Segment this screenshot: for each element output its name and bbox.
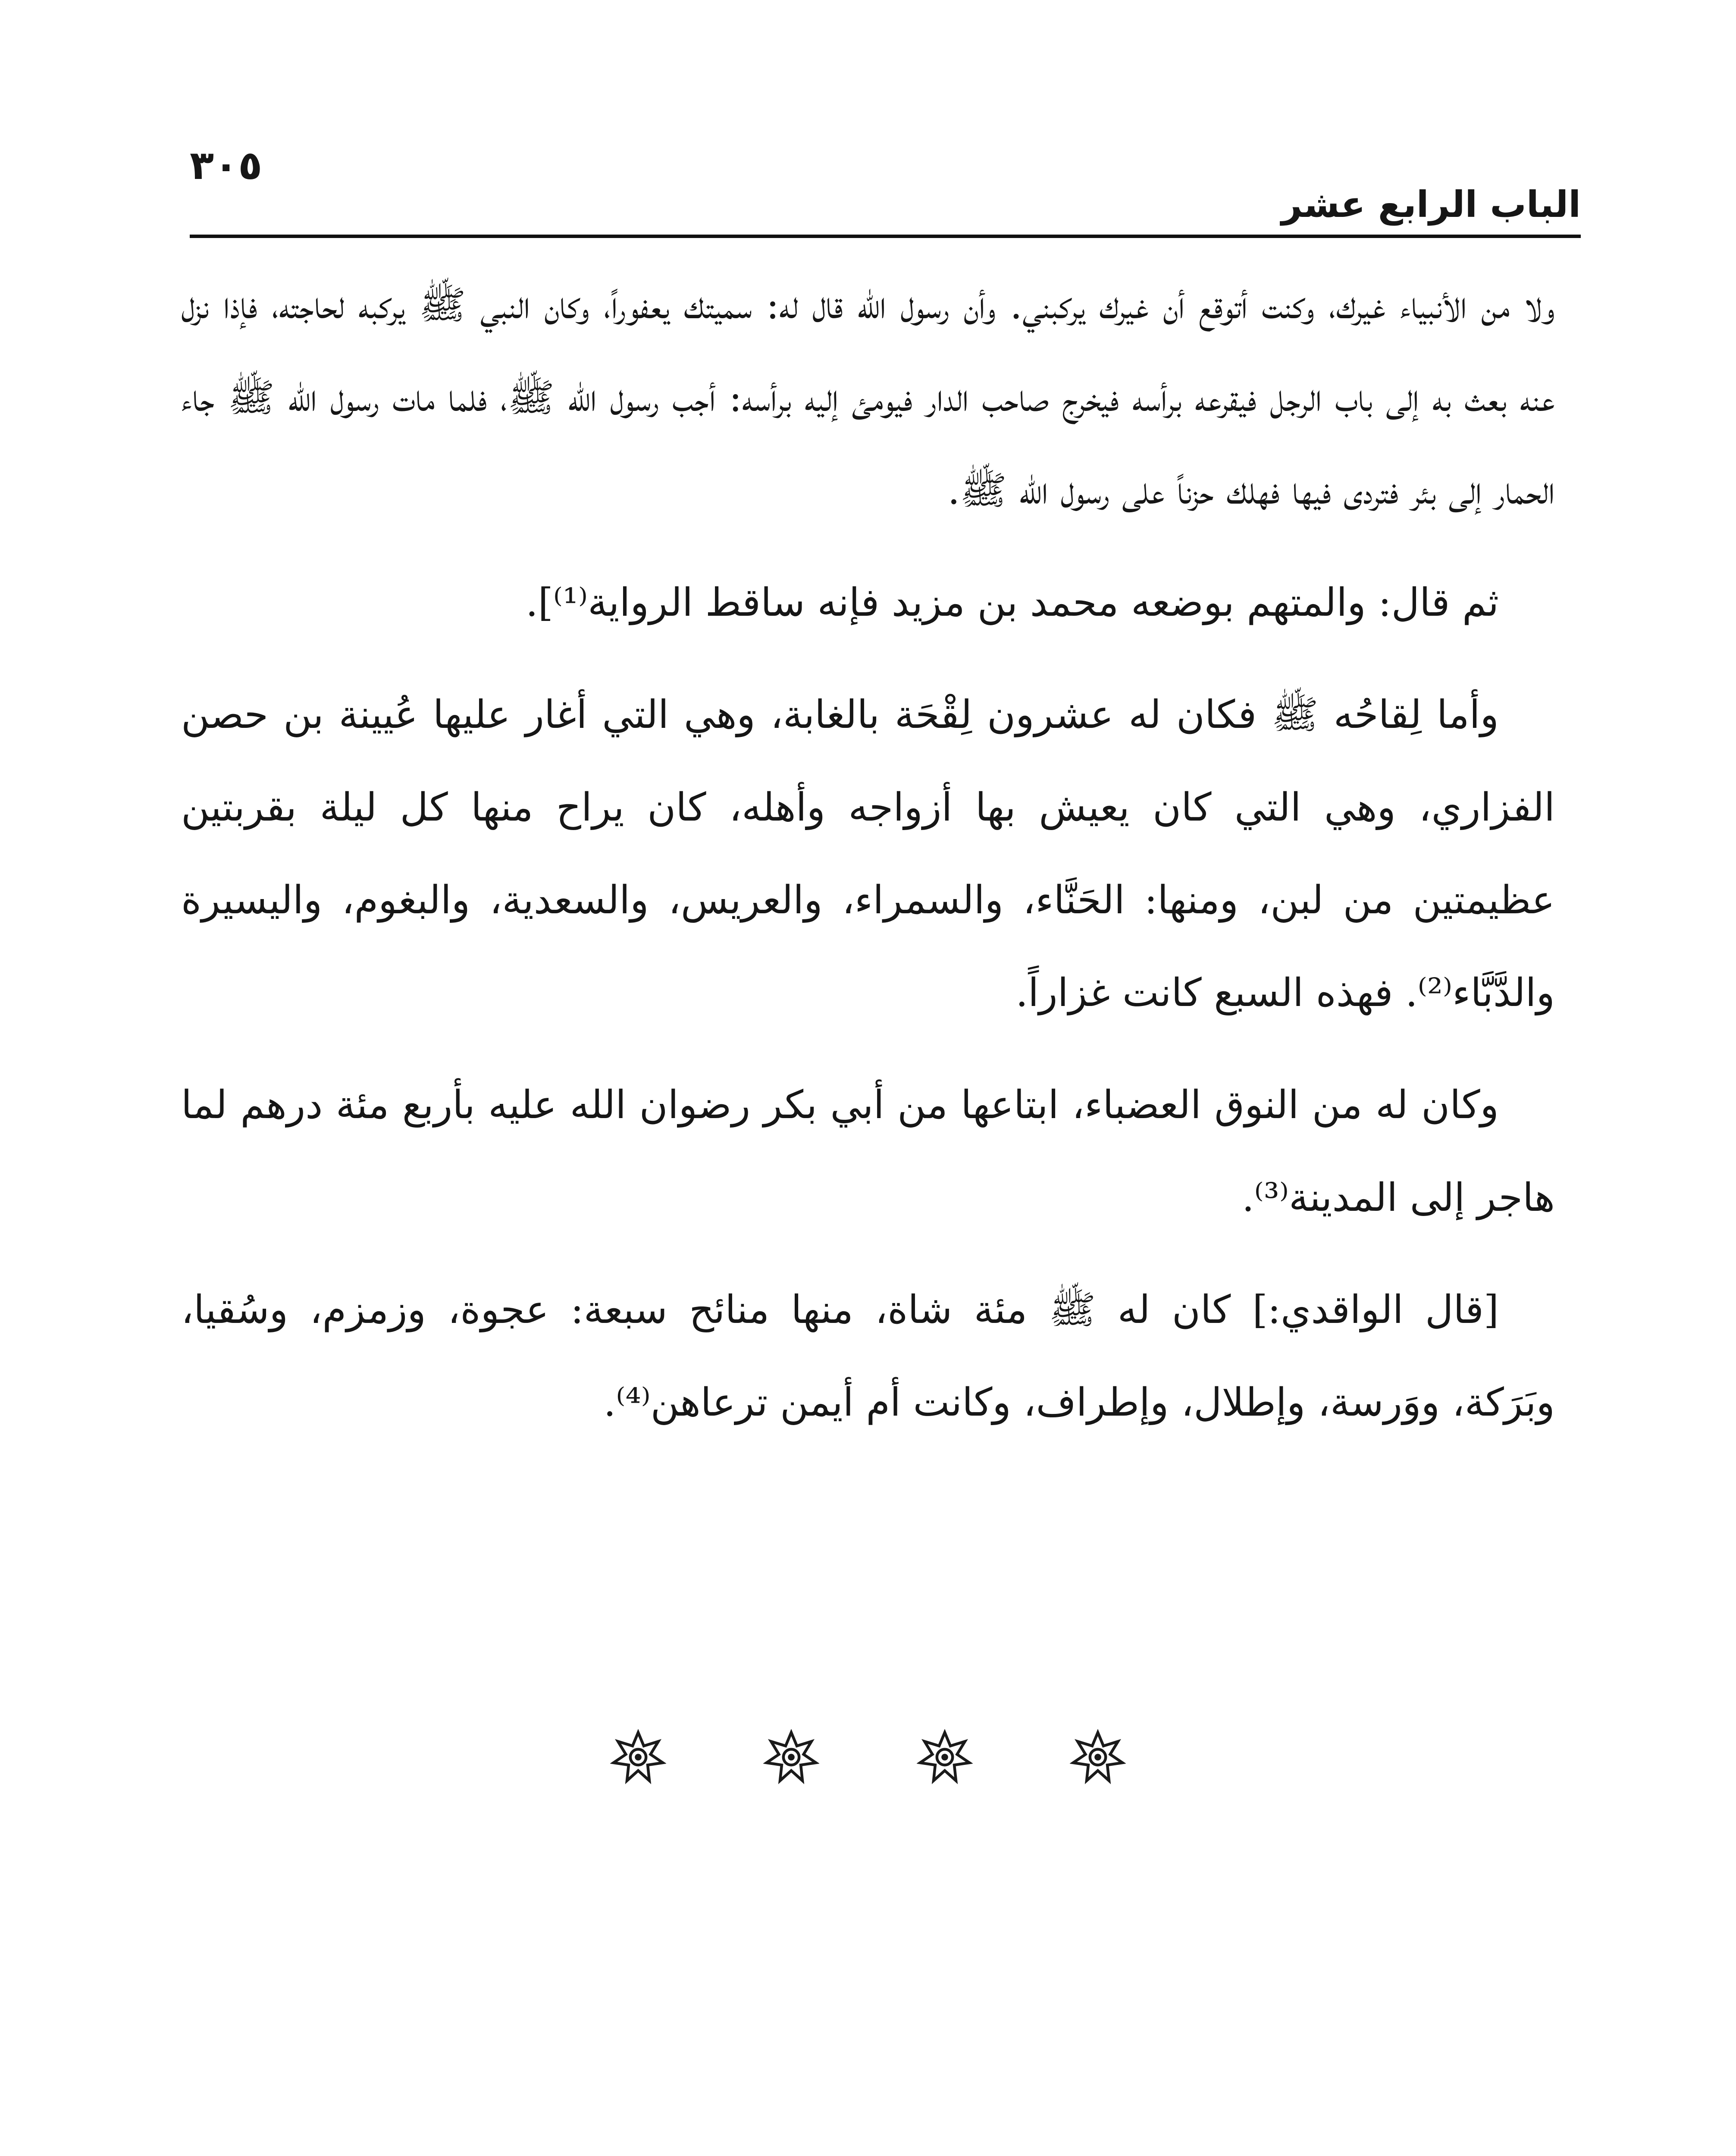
page-number: ٣٠٥	[190, 142, 263, 188]
running-head: الباب الرابع عشر	[1281, 183, 1581, 226]
paragraph: وأما لِقاحُه ﷺ فكان له عشرون لِقْحَة بالغابة، وهي التي أغار عليها عُيينة بن حصن الفزاري، وهي التي كان يعيش بها أزواجه وأهله، كان يراح منها كل ليلة بقربتين عظيمتين من لبن، ومنها: الحَنَّاء، والسمراء، والعريس، والسعدية، والبغوم، واليسيرة والدَّبَّاء⁽²⁾. فهذه السبع كانت غزاراً.	[181, 692, 1555, 1015]
flower-ornament-icon	[1070, 1729, 1126, 1785]
flower-ornament-icon	[610, 1729, 666, 1785]
paragraph: وكان له من النوق العضباء، ابتاعها من أبي بكر رضوان الله عليه بأربع مئة درهم لما هاجر إلى المدينة⁽³⁾.	[181, 1082, 1555, 1220]
section-ornaments	[0, 1729, 1736, 1787]
header-rule	[190, 235, 1581, 238]
flower-ornament-icon	[763, 1729, 819, 1785]
flower-ornament-icon	[917, 1729, 973, 1785]
main-text	[181, 259, 1555, 1468]
paragraph: [قال الواقدي:] كان له ﷺ مئة شاة، منها منائح سبعة: عجوة، وزمزم، وسُقيا، وبَرَكة، ووَرسة، وإطلال، وإطراف، وكانت أم أيمن ترعاهن⁽⁴⁾.	[181, 1287, 1555, 1425]
page-header	[190, 142, 1581, 241]
paragraph: ثم قال: والمتهم بوضعه محمد بن مزيد فإنه ساقط الرواية⁽¹⁾].	[526, 580, 1499, 625]
paragraph: ولا من الأنبياء غيرك، وكنت أتوقع أن غيرك يركبني. وأن رسول الله قال له: سميتك يعفوراً، وكان النبي ﷺ يركبه لحاجته، فإذا نزل عنه بعث به إلى باب الرجل فيقرعه برأسه فيخرج صاحب الدار فيومئ إليه برأسه: أجب رسول الله ﷺ، فلما مات رسول الله ﷺ جاء الحمار إلى بئر فتردى فيها فهلك حزناً على رسول الله ﷺ.	[181, 282, 1555, 513]
